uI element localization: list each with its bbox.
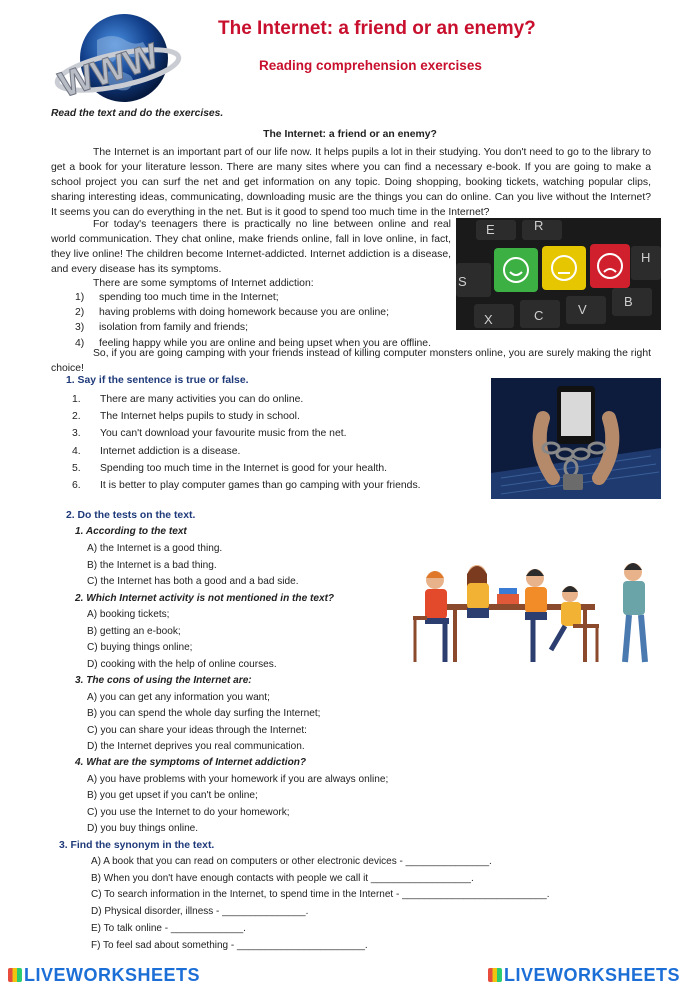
footer-logo-left: LIVEWORKSHEETS: [8, 965, 200, 986]
paragraph-1: The Internet is an important part of our life now. It helps pupils a lot in their studying. You don't need to go to the library to get a book for your literature lesson. There are many sites where you can find a necessary e-book. If you are going to make a school project you can surf the net and get information on any topic. Doing shopping, booking tickets, watching popular clips, sharing interesting ideas, communicating, downloading music are the things you can do online. Can you live without the Internet? It seems you can do everything in the net. But is it good to spend too much time in the Internet?: [51, 147, 651, 218]
option: C) the Internet has both a good and a bad side.: [87, 576, 299, 587]
paragraph-4: So, if you are going camping with your friends instead of killing computer monsters online, you are surely making the right choice!: [51, 348, 651, 374]
list-item: 4) feeling happy while you are online and being upset when you are offline.: [75, 337, 431, 349]
option: B) you can spend the whole day surfing the Internet;: [87, 708, 321, 719]
paragraph-3: There are some symptoms of Internet addiction:: [93, 278, 314, 289]
exercise-3-heading: 3. Find the synonym in the text.: [59, 840, 215, 851]
emoji-keyboard-image: [456, 218, 661, 330]
svg-text:E: E: [486, 222, 495, 237]
list-item: A) A book that you can read on computers or other electronic devices - _______________.: [91, 856, 492, 867]
svg-text:B: B: [624, 294, 633, 309]
list-item: 2) having problems with doing homework because you are online;: [75, 307, 389, 319]
option: C) buying things online;: [87, 642, 193, 653]
option: B) the Internet is a bad thing.: [87, 560, 217, 571]
instruction: Read the text and do the exercises.: [51, 108, 224, 119]
option: C) you use the Internet to do your homework;: [87, 807, 290, 818]
svg-text:WWW: WWW: [53, 34, 164, 106]
liveworksheets-icon: [8, 968, 22, 982]
list-item: 3) isolation from family and friends;: [75, 322, 248, 334]
list-item: F) To feel sad about something - _______________________.: [91, 939, 368, 951]
symptoms-list: [51, 290, 431, 351]
list-item: B) When you don't have enough contacts with people we call it __________________.: [91, 872, 474, 884]
page-title: The Internet: a friend or an enemy?: [218, 18, 536, 39]
true-false-list: [72, 391, 421, 494]
footer-logo-right: LIVEWORKSHEETS: [488, 965, 680, 986]
option: C) you can share your ideas through the Internet:: [87, 725, 307, 736]
question-3: 3. The cons of using the Internet are:: [75, 675, 252, 686]
exercise-2-heading: 2. Do the tests on the text.: [66, 510, 196, 521]
list-item: C) To search information in the Internet, to spend time in the Internet - __________________________.: [91, 889, 550, 901]
question-1: 1. According to the text: [75, 526, 187, 537]
option: B) you get upset if you can't be online;: [87, 790, 258, 801]
text-title: The Internet: a friend or an enemy?: [263, 129, 437, 140]
list-item: E) To talk online - _____________.: [91, 922, 246, 934]
kids-with-phones-illustration: [405, 558, 662, 668]
list-item: 1) spending too much time in the Internet;: [75, 292, 279, 303]
paragraph-2: For today's teenagers there is practically no line between online and real world communication. They chat online, make friends online, fall in love online, in fact, they live online! The children become Internet-addicted. Internet addiction is a disease, and every disease has its symptoms.: [51, 219, 451, 275]
svg-text:V: V: [578, 302, 587, 317]
list-item: 5. Spending too much time in the Internet is good for your health.: [72, 462, 388, 474]
www-globe-logo: [52, 10, 184, 110]
list-item: 4. Internet addiction is a disease.: [72, 445, 241, 457]
list-item: 3. You can't download your favourite music from the net.: [72, 428, 347, 440]
option: D) cooking with the help of online courses.: [87, 659, 277, 670]
option: B) getting an e-book;: [87, 626, 181, 637]
option: A) booking tickets;: [87, 609, 170, 620]
exercise-1-heading: 1. Say if the sentence is true or false.: [66, 375, 249, 386]
question-2: 2. Which Internet activity is not mentioned in the text?: [75, 593, 335, 604]
list-item: 6. It is better to play computer games than go camping with your friends.: [72, 480, 421, 492]
option: A) you can get any information you want;: [87, 692, 270, 703]
svg-text:S: S: [458, 274, 467, 289]
svg-text:H: H: [641, 250, 651, 265]
chained-phone-image: [491, 378, 661, 499]
list-item: 1. There are many activities you can do online.: [72, 394, 304, 405]
page-subtitle: Reading comprehension exercises: [259, 58, 482, 73]
liveworksheets-icon: [488, 968, 502, 982]
option: A) you have problems with your homework if you are always online;: [87, 774, 389, 785]
svg-text:R: R: [534, 218, 544, 233]
svg-text:X: X: [484, 312, 493, 327]
question-4: 4. What are the symptoms of Internet addiction?: [75, 757, 307, 768]
list-item: D) Physical disorder, illness - _______________.: [91, 906, 309, 918]
option: D) you buy things online.: [87, 823, 199, 834]
option: D) the Internet deprives you real communication.: [87, 741, 305, 752]
synonym-list: [91, 854, 549, 954]
list-item: 2. The Internet helps pupils to study in school.: [72, 411, 300, 423]
svg-text:C: C: [534, 308, 544, 323]
option: A) the Internet is a good thing.: [87, 543, 223, 554]
